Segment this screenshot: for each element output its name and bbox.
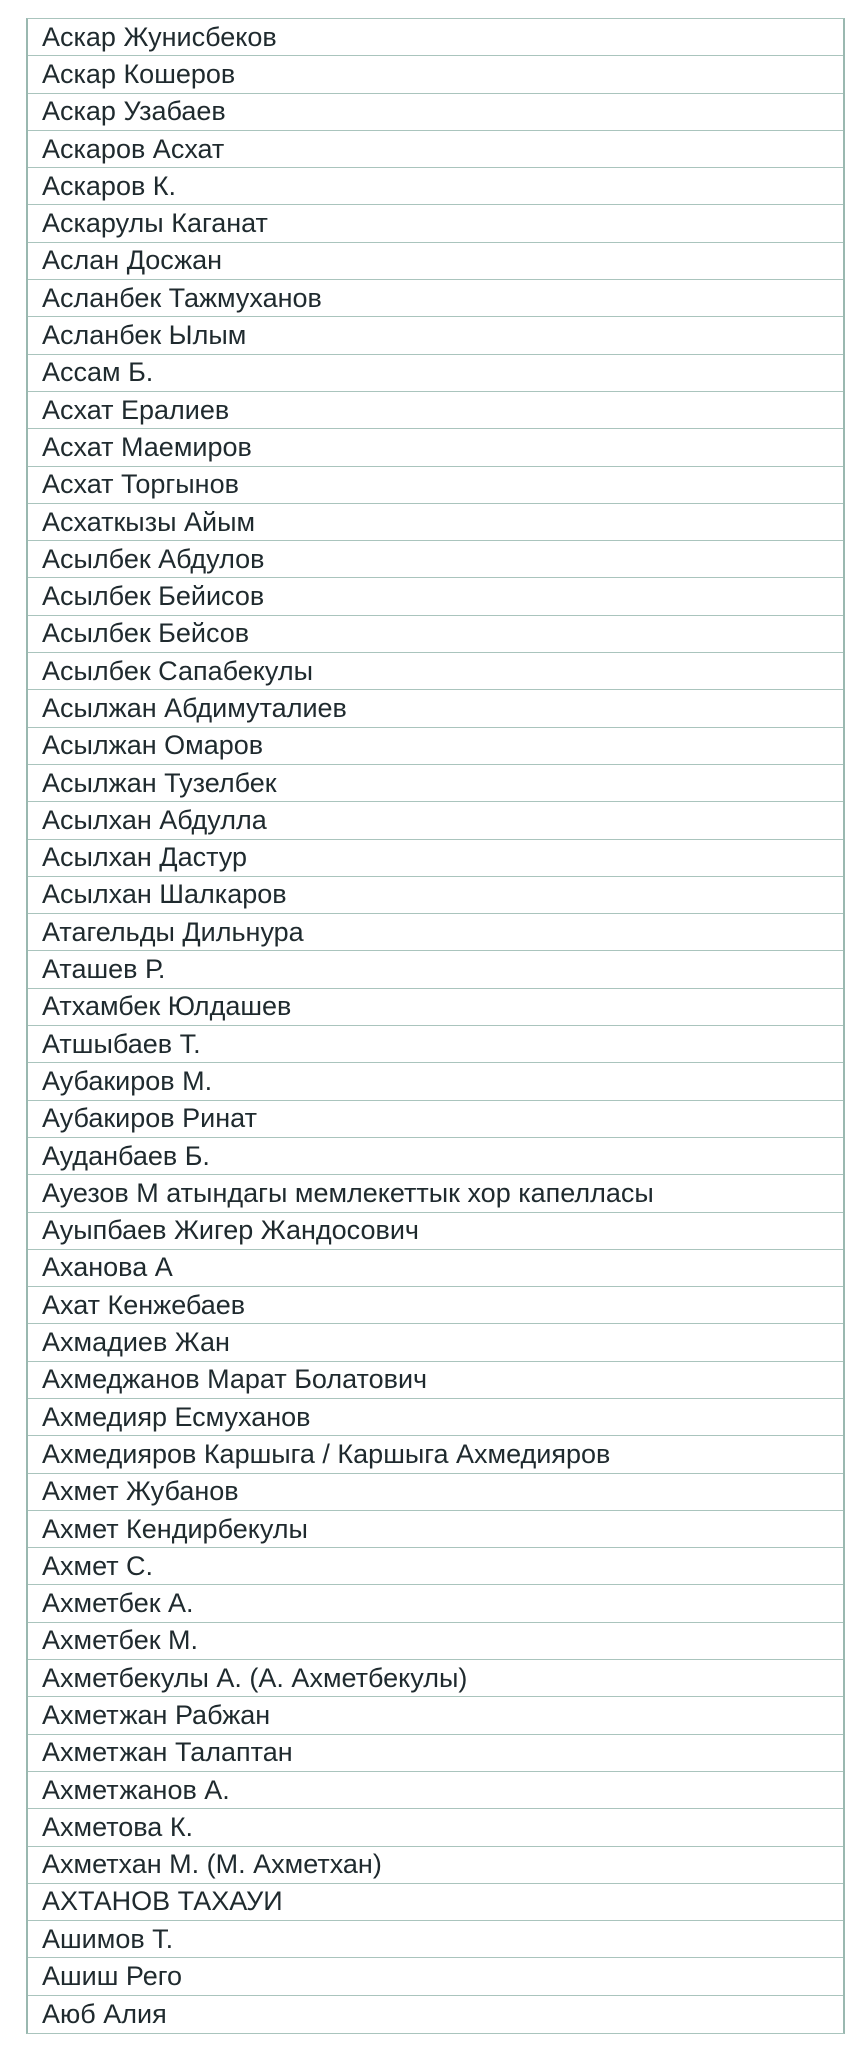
table-row: Ассам Б.	[28, 355, 843, 392]
table-row: Асылжан Омаров	[28, 728, 843, 765]
table-row: Аскар Жунисбеков	[28, 19, 843, 56]
table-row: Ауыпбаев Жигер Жандосович	[28, 1213, 843, 1250]
table-row: Асхат Маемиров	[28, 429, 843, 466]
table-row: Асылхан Шалкаров	[28, 877, 843, 914]
table-row: Асылбек Бейсов	[28, 616, 843, 653]
table-row: Ахметбек М.	[28, 1623, 843, 1660]
table-row: АХТАНОВ ТАХАУИ	[28, 1884, 843, 1921]
table-row: Аюб Алия	[42, 1998, 167, 2029]
table-row: Асылхан Дастур	[28, 840, 843, 877]
table-row: Ахметжан Рабжан	[28, 1697, 843, 1734]
table-row: Асхаткызы Айым	[28, 504, 843, 541]
table-row: Ахметжан Талаптан	[28, 1735, 843, 1772]
table-row: Ахмедияров Каршыга / Каршыга Ахмедияров	[28, 1436, 843, 1473]
table-row: Ахметова К.	[28, 1809, 843, 1846]
table-row: Аскаров К.	[28, 168, 843, 205]
table-row: Асланбек Тажмуханов	[28, 280, 843, 317]
table-row: Асхат Торгынов	[28, 467, 843, 504]
table-row: Асылжан Абдимуталиев	[28, 690, 843, 727]
table-row: Аташев Р.	[28, 951, 843, 988]
table-row: Ахат Кенжебаев	[28, 1287, 843, 1324]
table-row: Атшыбаев Т.	[28, 1026, 843, 1063]
table-row: Ахмет Кендирбекулы	[28, 1511, 843, 1548]
table-row: Ахмадиев Жан	[28, 1324, 843, 1361]
table-row: Ауданбаев Б.	[28, 1138, 843, 1175]
table-row: Ашиш Рего	[28, 1958, 843, 1995]
table-row: Ахмедияр Есмуханов	[28, 1399, 843, 1436]
table-row: Атагельды Дильнура	[28, 914, 843, 951]
table-row: Асланбек Ылым	[28, 317, 843, 354]
table-row: Аубакиров М.	[28, 1063, 843, 1100]
table-row: Ахметжанов А.	[28, 1772, 843, 1809]
table-row: Аскаров Асхат	[28, 131, 843, 168]
table-row: Аскарулы Каганат	[28, 205, 843, 242]
table-row: Асхат Ералиев	[28, 392, 843, 429]
table-row: Асылжан Тузелбек	[28, 765, 843, 802]
table-row: Ауезов М атындагы мемлекеттык хор капелласы	[28, 1175, 843, 1212]
table-row: Аубакиров Ринат	[28, 1101, 843, 1138]
table-row: Ахметбекулы А. (А. Ахметбекулы)	[28, 1660, 843, 1697]
table-row: Ахметбек А.	[28, 1585, 843, 1622]
table-row: Асылбек Абдулов	[28, 541, 843, 578]
table-row: Асылхан Абдулла	[28, 802, 843, 839]
table-row: Ахмет С.	[28, 1548, 843, 1585]
table-row: Ахмеджанов Марат Болатович	[28, 1362, 843, 1399]
table-row: Асылбек Бейисов	[28, 578, 843, 615]
table-row: Асылбек Сапабекулы	[28, 653, 843, 690]
name-list-table	[26, 18, 845, 2034]
table-row: Ашимов Т.	[28, 1921, 843, 1958]
table-row: Аслан Досжан	[28, 243, 843, 280]
table-row: Аскар Узабаев	[28, 94, 843, 131]
table-row: Аскар Кошеров	[28, 56, 843, 93]
table-row: Ахмет Жубанов	[28, 1474, 843, 1511]
table-row: Ахметхан М. (М. Ахметхан)	[28, 1847, 843, 1884]
table-row: Атхамбек Юлдашев	[28, 989, 843, 1026]
table-row: Аханова А	[28, 1250, 843, 1287]
